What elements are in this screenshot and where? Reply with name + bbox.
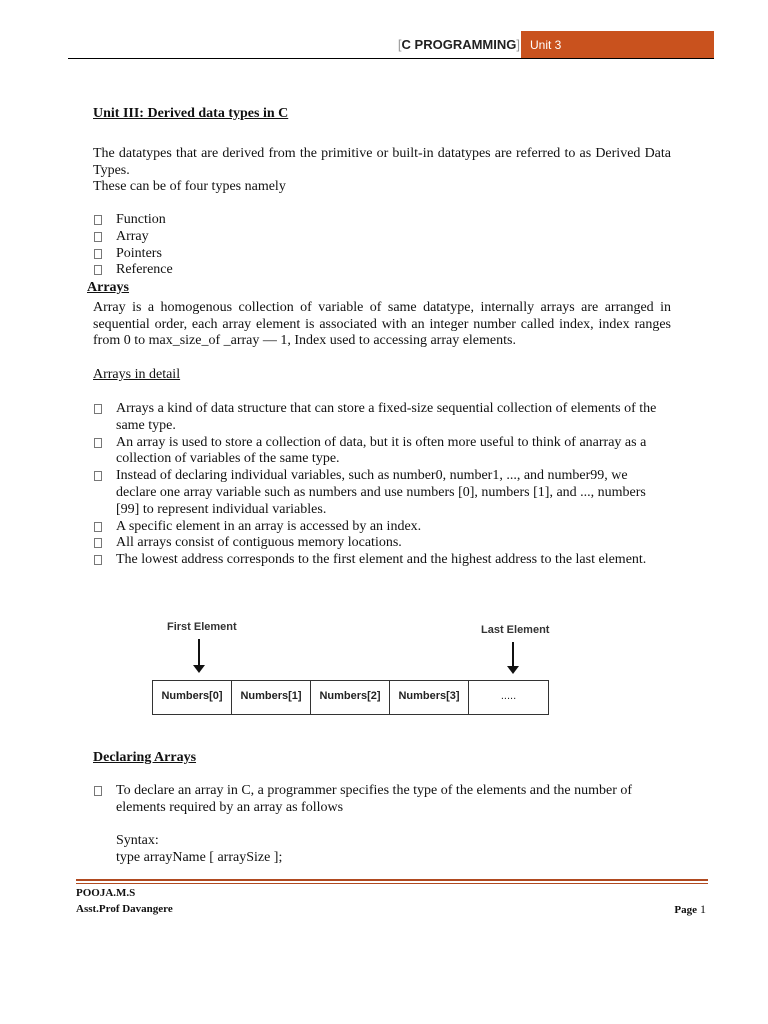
checkbox-icon — [94, 555, 102, 565]
syntax-label: Syntax: — [116, 833, 159, 848]
last-element-label: Last Element — [481, 624, 550, 636]
array-cell: Numbers[0] — [153, 681, 232, 714]
first-element-label: First Element — [167, 621, 237, 633]
checkbox-icon — [94, 538, 102, 548]
array-cells — [152, 680, 549, 715]
checkbox-icon — [94, 232, 102, 242]
author-role: Asst.Prof Davangere — [76, 903, 173, 915]
list-item: Function — [93, 212, 671, 229]
checkbox-icon — [94, 404, 102, 414]
checkbox-icon — [94, 786, 102, 796]
checkbox-icon — [94, 215, 102, 225]
list-item: To declare an array in C, a programmer specifies the type of the elements and the number of elements required by an array as follows — [93, 783, 671, 817]
arrays-detail-heading: Arrays in detail — [93, 367, 181, 382]
types-list — [93, 212, 671, 279]
list-item: Reference — [93, 262, 671, 279]
intro-paragraph — [93, 146, 671, 196]
bracket-open: [ — [397, 37, 402, 52]
checkbox-icon — [94, 265, 102, 275]
array-diagram — [150, 615, 560, 721]
array-cell: Numbers[3] — [390, 681, 469, 714]
page-title: Unit III: Derived data types in C — [93, 106, 289, 121]
list-item: Pointers — [93, 246, 671, 263]
checkbox-icon — [94, 249, 102, 259]
arrays-detail-list — [93, 401, 671, 569]
list-item: Array — [93, 229, 671, 246]
declaring-list — [93, 783, 671, 817]
page-number — [674, 902, 706, 917]
course-name: C PROGRAMMING — [401, 37, 517, 52]
arrays-description: Array is a homogenous collection of variable of same datatype, internally arrays are arranged in sequential order, each array element is associated with an integer number called index, index ranges from 0 to max_size_of _array — 1, Index used to accessing array elements. — [93, 300, 671, 348]
header-course-title — [398, 37, 520, 52]
syntax-code: type arrayName [ arraySize ]; — [116, 849, 283, 865]
list-item: The lowest address corresponds to the first element and the highest address to the last element. — [93, 552, 671, 569]
page-label: Page — [674, 904, 697, 916]
intro-line-1: The datatypes that are derived from the primitive or built-in datatypes are referred to as Derived Data Types. — [93, 146, 671, 178]
bracket-close: ] — [516, 37, 520, 52]
unit-badge: Unit 3 — [521, 31, 714, 59]
first-element-arrow — [198, 639, 200, 671]
list-item: Instead of declaring individual variables, such as number0, number1, ..., and number99, we declare one array variable such as numbers and use numbers [0], numbers [1], and ..., numbers [99] to represent individual variables. — [93, 468, 671, 518]
syntax-block — [116, 833, 656, 867]
list-item: A specific element in an array is accessed by an index. — [93, 519, 671, 536]
list-item: Arrays a kind of data structure that can store a fixed-size sequential collection of elements of the same type. — [93, 401, 671, 435]
checkbox-icon — [94, 522, 102, 532]
arrays-heading: Arrays — [87, 280, 129, 295]
footer-rule-thin — [76, 883, 708, 884]
array-cell: Numbers[1] — [232, 681, 311, 714]
array-cell: Numbers[2] — [311, 681, 390, 714]
page-header — [68, 31, 714, 59]
list-item: All arrays consist of contiguous memory locations. — [93, 535, 671, 552]
checkbox-icon — [94, 438, 102, 448]
intro-line-2: These can be of four types namely — [93, 179, 286, 194]
page-number-value: 1 — [700, 902, 706, 916]
declaring-heading: Declaring Arrays — [93, 750, 197, 765]
footer-rule — [76, 879, 708, 881]
last-element-arrow — [512, 642, 514, 672]
array-cell: ..... — [500, 690, 517, 702]
checkbox-icon — [94, 471, 102, 481]
header-rule — [68, 58, 714, 59]
list-item: An array is used to store a collection of data, but it is often more useful to think of anarray as a collection of variables of the same type. — [93, 435, 671, 469]
author-name: POOJA.M.S — [76, 887, 136, 899]
